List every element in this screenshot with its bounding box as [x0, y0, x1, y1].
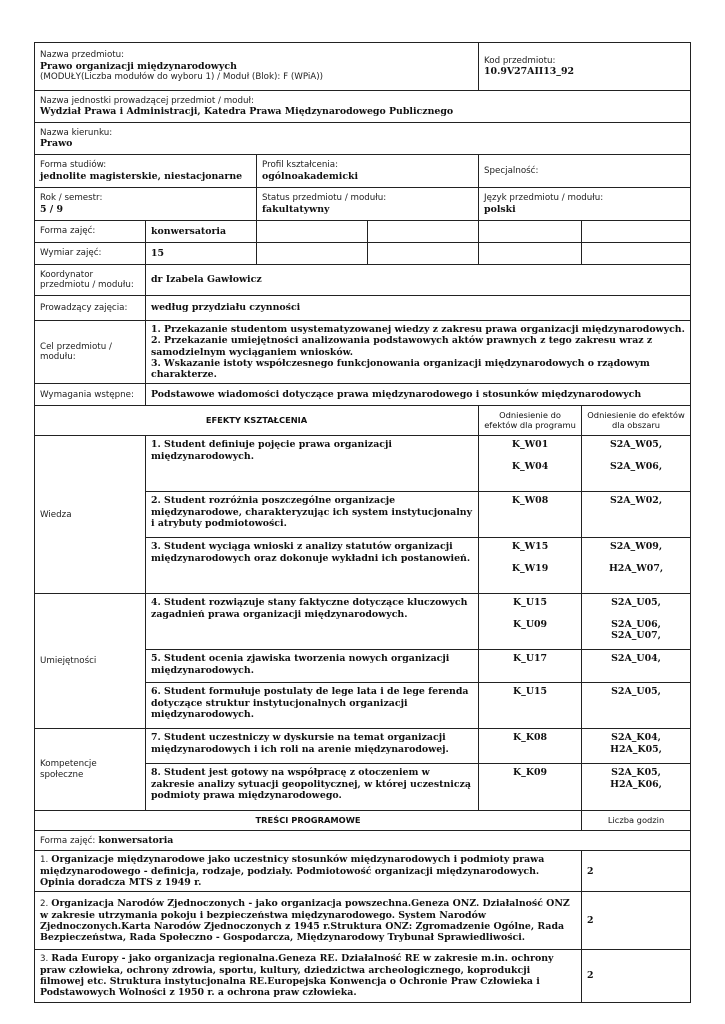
- course-syllabus-sheet: [34, 42, 690, 1003]
- class-form-row: [35, 221, 691, 243]
- outcome-program-codes: [479, 492, 582, 538]
- empty-cell: [257, 243, 368, 265]
- specialty-label: Specjalność:: [484, 165, 539, 176]
- profile-cell: [257, 155, 479, 188]
- outcome-program-codes: [479, 683, 582, 729]
- outcome-row: [35, 729, 691, 764]
- outcome-text: 2. Student rozróżnia poszczególne organizacje międzynarodowe, charakteryzując ich system instytucjonalny i atrybuty podmiotowości.: [146, 492, 479, 538]
- topic-row: [35, 950, 691, 1002]
- profile-value: ogólnoakademicki: [262, 170, 359, 182]
- topic-cell: [35, 892, 582, 950]
- unit-row: [35, 91, 691, 123]
- content-form-value: konwersatoria: [98, 835, 174, 847]
- outcome-text: 4. Student rozwiązuje stany faktyczne dotyczące kluczowych zagadnień prawa organizacji międzynarodowych.: [146, 594, 479, 650]
- content-form-label: Forma zajęć:: [40, 836, 96, 847]
- topic-row: [35, 851, 691, 892]
- syllabus-table: [34, 42, 691, 1003]
- area-code: S2A_U04,: [611, 653, 661, 665]
- program-code: K_U15: [513, 686, 548, 698]
- outcome-area-codes: [582, 436, 691, 492]
- class-hours-value: 15: [146, 243, 257, 265]
- outcome-text: 1. Student definiuje pojęcie prawa organizacji międzynarodowych.: [146, 436, 479, 492]
- subject-note: (MODUŁY(Liczba modułów do wyboru 1) / Moduł (Blok): F (WPiA)): [40, 72, 324, 83]
- language-label: Język przedmiotu / modułu:: [484, 193, 604, 204]
- year-cell: [35, 188, 257, 221]
- content-form-row: [35, 831, 691, 851]
- topic-text: Organizacje międzynarodowe jako uczestnicy stosunków międzynarodowych i podmioty prawa międzynarodowego - definicja, rodzaje, podziały. Podmiotowość organizacji międzynarodowych. Opinia doradcza MTS z 1949 r.: [40, 854, 545, 889]
- goal-list: [146, 321, 691, 384]
- area-code: S2A_U06, S2A_U07,: [611, 618, 661, 641]
- area-code: S2A_W05,: [609, 439, 663, 451]
- specialty-cell: [479, 155, 691, 188]
- empty-cell: [368, 221, 479, 243]
- outcome-text: 7. Student uczestniczy w dyskursie na temat organizacji międzynarodowych i ich roli na arenie międzynarodowej.: [146, 729, 479, 764]
- field-value: Prawo: [40, 138, 73, 150]
- outcome-row: [35, 594, 691, 650]
- class-form-value: konwersatoria: [146, 221, 257, 243]
- empty-cell: [582, 221, 691, 243]
- program-code: K_W01: [511, 439, 549, 451]
- outcome-area-codes: [582, 594, 691, 650]
- goal-item: 1. Przekazanie studentom usystematyzowanej wiedzy z zakresu prawa organizacji międzynarodowych.: [151, 324, 685, 335]
- outcome-text: 6. Student formułuje postulaty de lege lata i de lege ferenda dotyczące struktur instytucjonalnych organizacji międzynarodowych.: [146, 683, 479, 729]
- form-row: [35, 155, 691, 188]
- goal-label: Cel przedmiotu / modułu:: [35, 321, 146, 384]
- empty-cell: [582, 243, 691, 265]
- outcome-area-codes: [582, 538, 691, 594]
- study-form-cell: [35, 155, 257, 188]
- unit-value: Wydział Prawa i Administracji, Katedra Prawa Międzynarodowego Publicznego: [40, 106, 454, 118]
- year-label: Rok / semestr:: [40, 193, 103, 204]
- outcome-program-codes: [479, 436, 582, 492]
- outcome-text: 8. Student jest gotowy na współpracę z otoczeniem w zakresie analizy sytuacji geopolitycznej, w której uczestniczą podmioty prawa międzynarodowego.: [146, 764, 479, 811]
- status-cell: [257, 188, 479, 221]
- area-code: S2A_W02,: [609, 495, 663, 507]
- requirements-value: Podstawowe wiadomości dotyczące prawa międzynarodowego i stosunków międzynarodowych: [146, 384, 691, 406]
- empty-cell: [368, 243, 479, 265]
- class-form-label: Forma zajęć:: [35, 221, 146, 243]
- outcome-row: [35, 436, 691, 492]
- outcomes-area-header: Odniesienie do efektów dla obszaru: [582, 406, 691, 436]
- outcomes-title: EFEKTY KSZTAŁCENIA: [35, 406, 479, 436]
- content-title: TREŚCI PROGRAMOWE: [35, 811, 582, 831]
- teacher-label: Prowadzący zajęcia:: [35, 296, 146, 321]
- class-hours-label: Wymiar zajęć:: [35, 243, 146, 265]
- teacher-row: [35, 296, 691, 321]
- requirements-row: [35, 384, 691, 406]
- empty-cell: [479, 243, 582, 265]
- outcome-group-knowledge: Wiedza: [35, 436, 146, 594]
- profile-label: Profil kształcenia:: [262, 160, 339, 171]
- topic-text: Rada Europy - jako organizacja regionalna.Geneza RE. Działalność RE w zakresie m.in. ochrony praw człowieka, ochrony zdrowia, sportu, kultury, dziedzictwa archeologicznego, koprodukcji filmowej etc. Struktura instytucjonalna RE.Europejska Konwencja o Ochronie Praw Człowieka i Podstawowych Wolności z 1950 r. a ochrona praw człowieka.: [40, 953, 554, 999]
- empty-cell: [257, 221, 368, 243]
- content-hours-header: Liczba godzin: [582, 811, 691, 831]
- empty-cell: [479, 221, 582, 243]
- topic-cell: [35, 851, 582, 892]
- outcomes-program-header: Odniesienie do efektów dla programu: [479, 406, 582, 436]
- program-code: K_W08: [511, 495, 549, 507]
- field-row: [35, 123, 691, 155]
- year-row: [35, 188, 691, 221]
- outcome-group-skills: Umiejętności: [35, 594, 146, 729]
- outcomes-header-row: [35, 406, 691, 436]
- teacher-value: według przydziału czynności: [146, 296, 691, 321]
- topic-row: [35, 892, 691, 950]
- unit-cell: [35, 91, 691, 123]
- outcome-area-codes: [582, 764, 691, 811]
- topic-hours: 2: [582, 950, 691, 1002]
- area-code: S2A_W06,: [609, 460, 663, 472]
- area-code: S2A_K05, H2A_K06,: [610, 767, 662, 790]
- language-value: polski: [484, 203, 516, 215]
- study-form-label: Forma studiów:: [40, 160, 107, 171]
- subject-label: Nazwa przedmiotu:: [40, 50, 125, 61]
- content-header-row: [35, 811, 691, 831]
- area-code: H2A_W07,: [608, 562, 664, 574]
- subject-row: [35, 43, 691, 91]
- area-code: S2A_U05,: [611, 686, 661, 698]
- outcome-group-social: Kompetencje społeczne: [35, 729, 146, 811]
- language-cell: [479, 188, 691, 221]
- coordinator-row: [35, 265, 691, 296]
- goal-item: 2. Przekazanie umiejętności analizowania podstawowych aktów prawnych z tego zakresu wraz z samodzielnym wyciąganiem wniosków.: [151, 335, 653, 358]
- outcome-program-codes: [479, 650, 582, 683]
- coordinator-value: dr Izabela Gawłowicz: [146, 265, 691, 296]
- subject-name: Prawo organizacji międzynarodowych: [40, 60, 237, 72]
- outcome-program-codes: [479, 764, 582, 811]
- topic-hours: 2: [582, 892, 691, 950]
- area-code: S2A_K04, H2A_K05,: [610, 732, 662, 755]
- year-value: 5 / 9: [40, 203, 63, 215]
- code-value: 10.9V27AII13_92: [484, 66, 575, 78]
- topic-text: Organizacja Narodów Zjednoczonych - jako organizacja powszechna.Geneza ONZ. Działalność ONZ w zakresie utrzymania pokoju i bezpieczeństwa międzynarodowego. System Narodów Zjednoczonych.Karta Narodów Zjednoczonych z 1945 r.Struktura ONZ: Zgromadzenie Ogólne, Rada Bezpieczeństwa, Rada Społeczno - Gospodarcza, Międzynarodowy Trybunał Sprawiedliwości.: [40, 898, 570, 944]
- program-code: K_U17: [513, 653, 548, 665]
- coordinator-label: Koordynator przedmiotu / modułu:: [35, 265, 146, 296]
- program-code: K_W04: [511, 460, 549, 472]
- class-hours-row: [35, 243, 691, 265]
- topic-number: 2.: [40, 899, 49, 910]
- topic-number: 3.: [40, 954, 49, 965]
- outcome-program-codes: [479, 729, 582, 764]
- topic-cell: [35, 950, 582, 1002]
- topic-hours: 2: [582, 851, 691, 892]
- outcome-text: 5. Student ocenia zjawiska tworzenia nowych organizacji międzynarodowych.: [146, 650, 479, 683]
- program-code: K_W19: [511, 562, 549, 574]
- field-cell: [35, 123, 691, 155]
- area-code: S2A_U05,: [611, 597, 661, 609]
- outcome-text: 3. Student wyciąga wnioski z analizy statutów organizacji międzynarodowych oraz dokonuje wykładni ich postanowień.: [146, 538, 479, 594]
- program-code: K_U09: [513, 618, 548, 630]
- program-code: K_K09: [513, 767, 548, 779]
- program-code: K_U15: [513, 597, 548, 609]
- area-code: S2A_W09,: [609, 541, 663, 553]
- study-form-value: jednolite magisterskie, niestacjonarne: [40, 170, 243, 182]
- code-label: Kod przedmiotu:: [484, 55, 556, 66]
- code-cell: [479, 43, 691, 91]
- outcome-area-codes: [582, 650, 691, 683]
- status-value: fakultatywny: [262, 203, 330, 215]
- goal-row: [35, 321, 691, 384]
- unit-label: Nazwa jednostki prowadzącej przedmiot / moduł:: [40, 95, 254, 106]
- status-label: Status przedmiotu / modułu:: [262, 193, 387, 204]
- outcome-area-codes: [582, 683, 691, 729]
- subject-cell: [35, 43, 479, 91]
- goal-item: 3. Wskazanie istoty współczesnego funkcjonowania organizacji międzynarodowych o rządowym charakterze.: [151, 357, 650, 381]
- outcome-area-codes: [582, 729, 691, 764]
- requirements-label: Wymagania wstępne:: [35, 384, 146, 406]
- outcome-area-codes: [582, 492, 691, 538]
- outcome-program-codes: [479, 594, 582, 650]
- program-code: K_W15: [511, 541, 549, 553]
- content-form-cell: [35, 831, 691, 851]
- program-code: K_K08: [513, 732, 548, 744]
- topic-number: 1.: [40, 855, 49, 866]
- field-label: Nazwa kierunku:: [40, 127, 113, 138]
- outcome-program-codes: [479, 538, 582, 594]
